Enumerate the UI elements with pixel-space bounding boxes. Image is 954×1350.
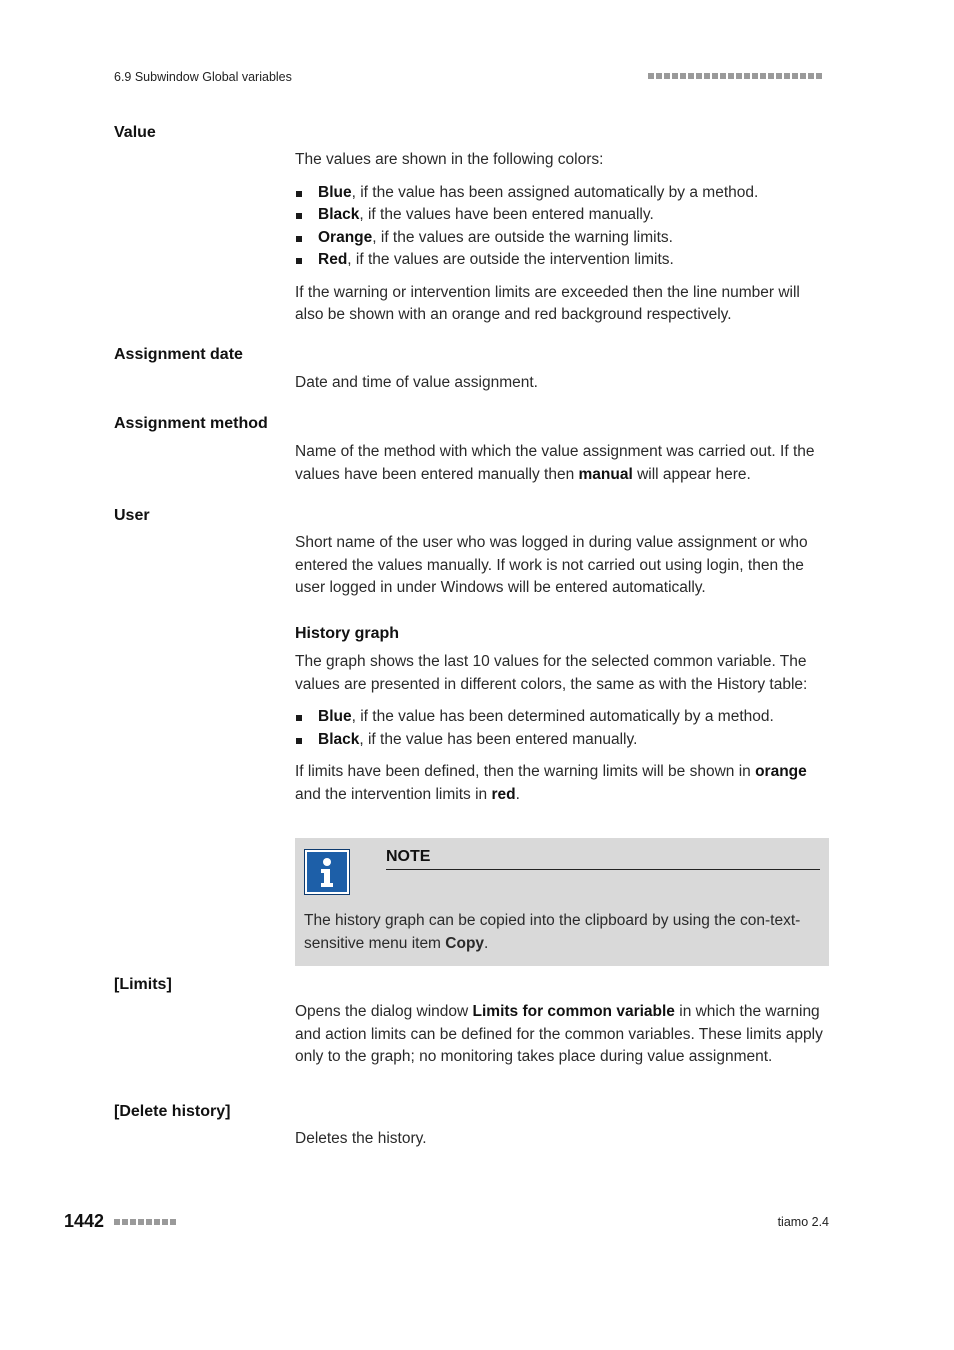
footer-decoration (114, 1219, 176, 1225)
assignment-date-description: Date and time of value assignment. (295, 374, 538, 391)
footer-product: tiamo 2.4 (777, 1215, 829, 1229)
history-color-list (295, 706, 829, 751)
value-description (295, 149, 829, 327)
running-header-section: 6.9 Subwindow Global variables (114, 70, 292, 84)
term-limits-button: [Limits] (114, 976, 172, 993)
list-item: Blue, if the value has been determined automatically by a method. (295, 706, 829, 729)
list-item: Black, if the values have been entered manually. (295, 204, 829, 227)
term-user: User (114, 507, 150, 524)
list-item: Red, if the values are outside the intervention limits. (295, 249, 829, 272)
header-decoration (648, 73, 822, 79)
info-icon (304, 849, 350, 895)
term-delete-history-button: [Delete history] (114, 1103, 231, 1120)
history-graph-heading: History graph (295, 625, 400, 642)
history-limits-text: If limits have been defined, then the warning limits will be shown in orange and the intervention limits in red. (295, 763, 807, 803)
page-number: 1442 (64, 1211, 105, 1231)
user-description: Short name of the user who was logged in during value assignment or who entered the values manually. If work is not carried out using login, then the user logged in under Windows will be entered automatically. (295, 534, 808, 596)
note-box (295, 838, 829, 966)
note-text: The history graph can be copied into the clipboard by using the con-text-sensitive menu item Copy. (304, 912, 801, 952)
value-limits-note: If the warning or intervention limits are exceeded then the line number will also be shown with an orange and red background respectively. (295, 283, 800, 323)
delete-history-description: Deletes the history. (295, 1130, 427, 1147)
value-color-list (295, 182, 829, 272)
term-value: Value (114, 124, 156, 141)
assignment-method-description: Name of the method with which the value assignment was carried out. If the values have been entered manually then manual will appear here. (295, 443, 815, 483)
term-assignment-method: Assignment method (114, 415, 268, 432)
history-graph-intro: The graph shows the last 10 values for the selected common variable. The values are presented in different colors, the same as with the History table: (295, 653, 808, 693)
list-item: Blue, if the value has been assigned automatically by a method. (295, 182, 829, 205)
note-title: NOTE (386, 848, 820, 870)
value-intro: The values are shown in the following colors: (295, 151, 604, 168)
term-assignment-date: Assignment date (114, 346, 243, 363)
limits-description: Opens the dialog window Limits for common variable in which the warning and action limits can be defined for the common variables. These limits apply only to the graph; no monitoring takes place during value assignment. (295, 1003, 823, 1065)
history-graph-description (295, 651, 829, 806)
list-item: Orange, if the values are outside the warning limits. (295, 227, 829, 250)
list-item: Black, if the value has been entered manually. (295, 729, 829, 752)
